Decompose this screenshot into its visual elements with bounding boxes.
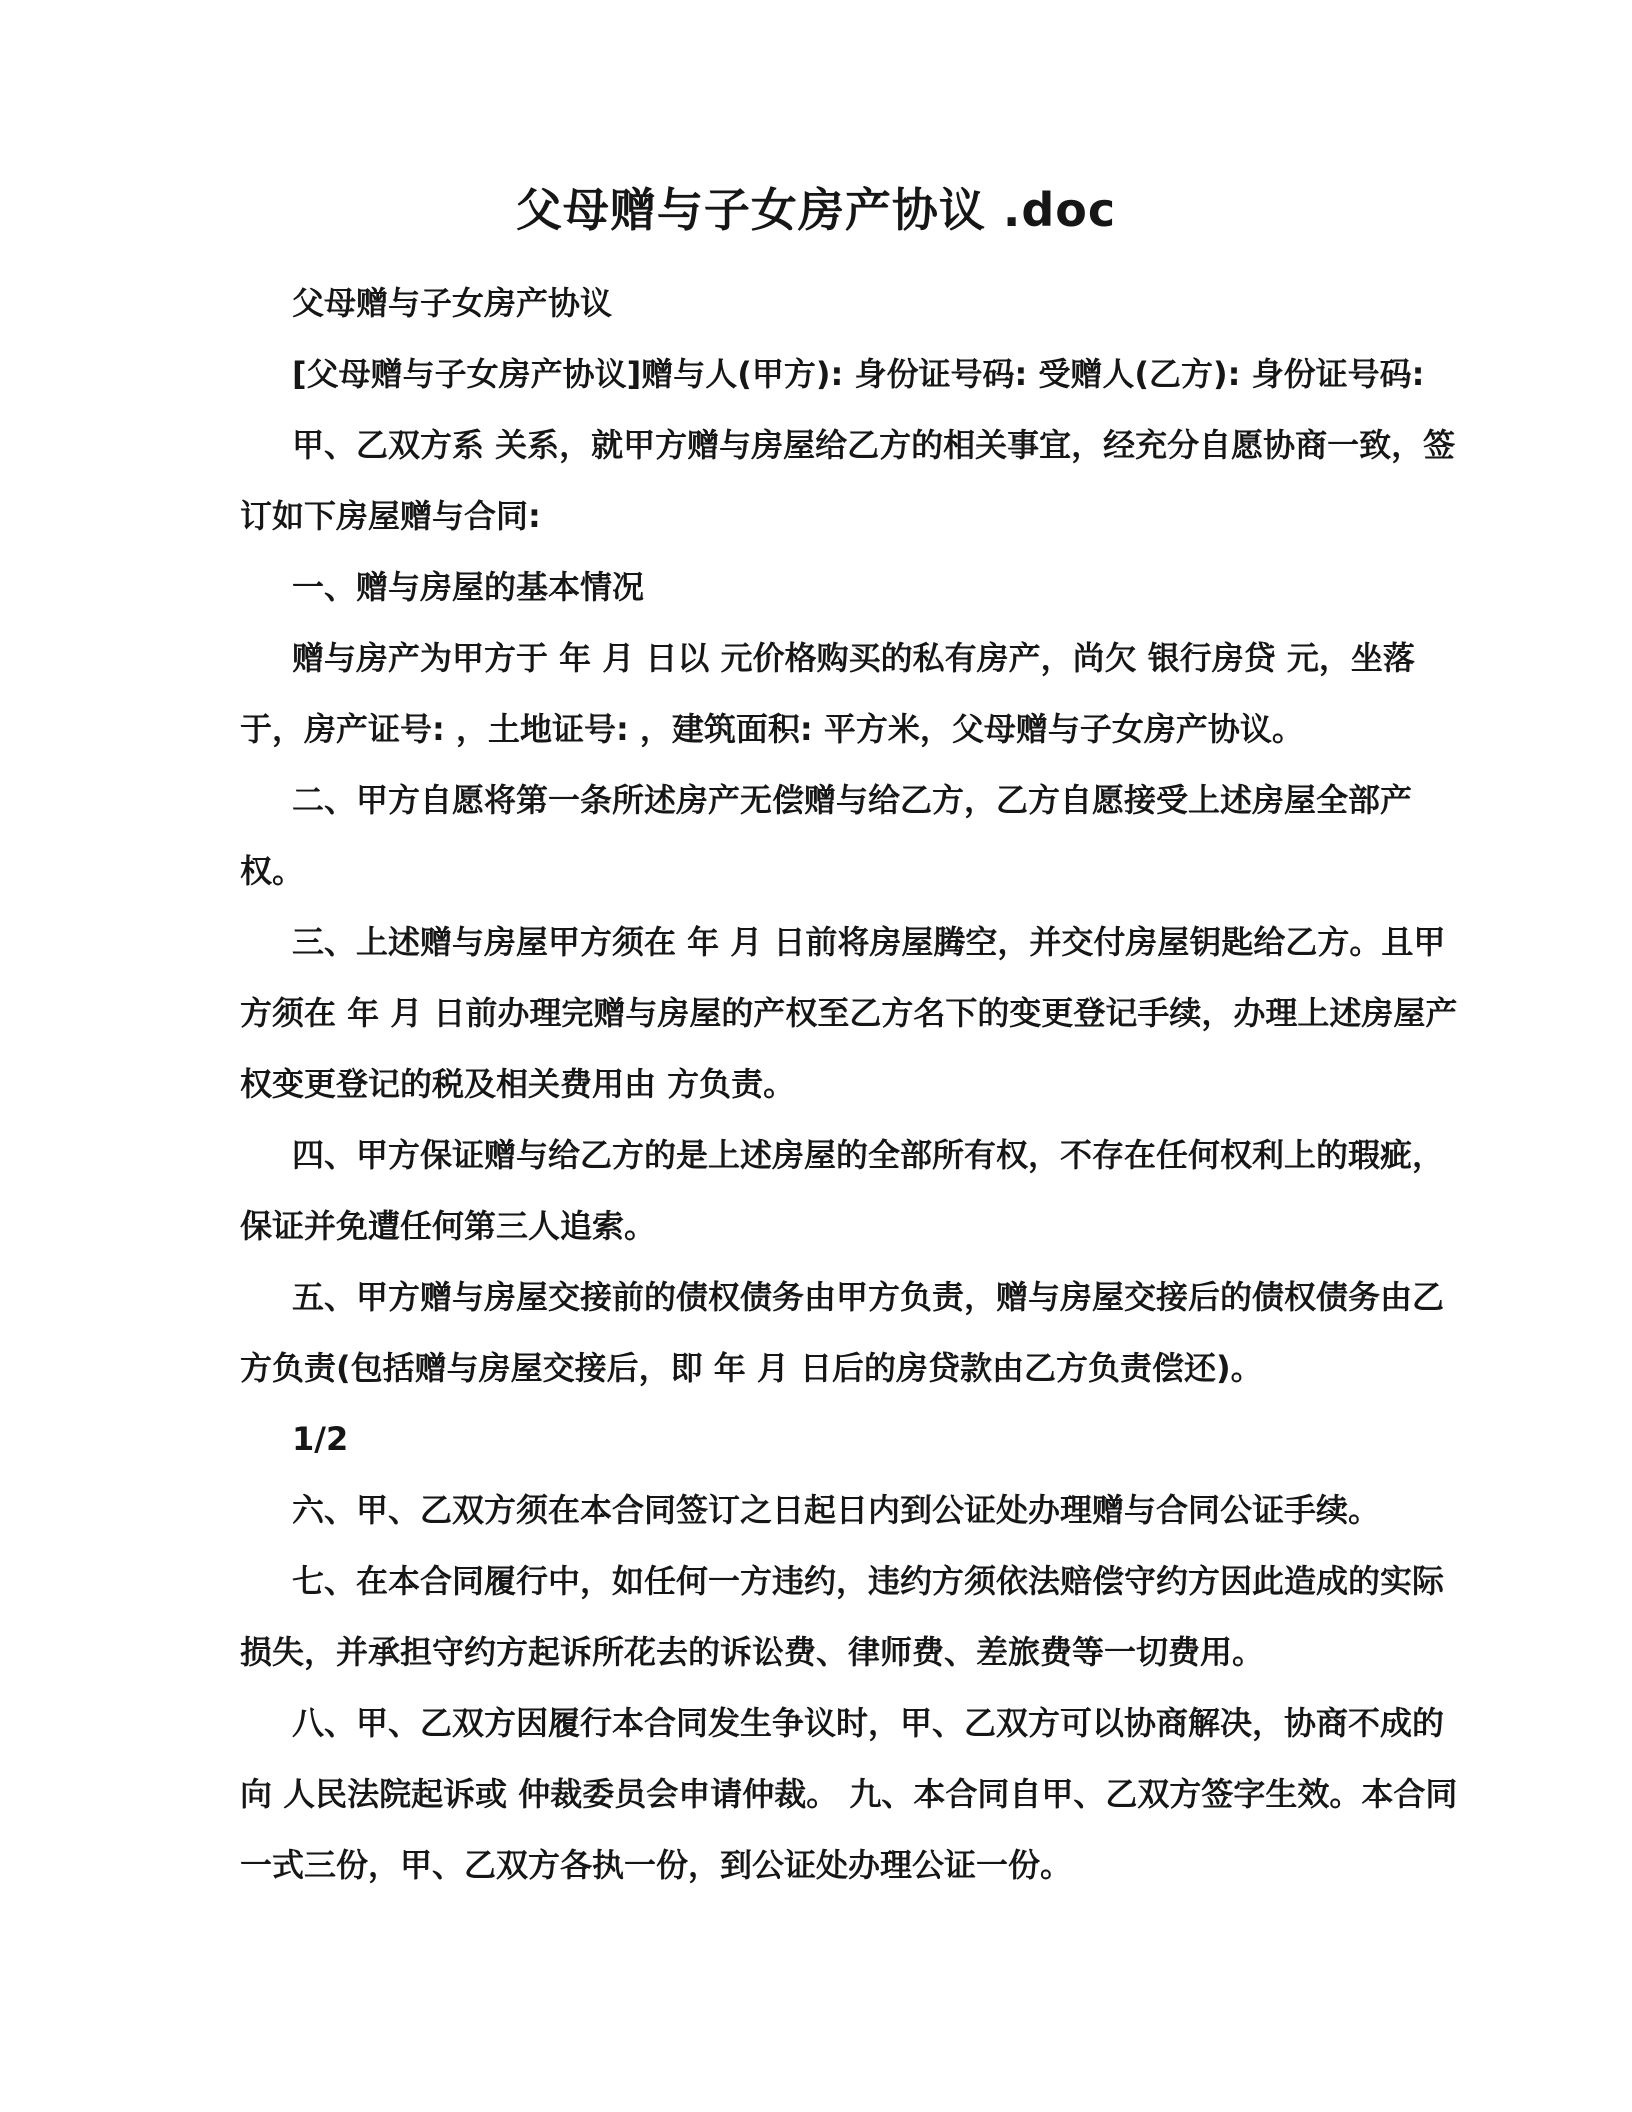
paragraph-subtitle: 父母赠与子女房产协议 xyxy=(292,284,613,322)
paragraph-clause-4: 四、甲方保证赠与给乙方的是上述房屋的全部所有权，不存在任何权利上的瑕疵，保证并免遭任何第三人追索。 xyxy=(240,1136,1445,1245)
paragraph-clause-8-9: 八、甲、乙双方因履行本合同发生争议时，甲、乙双方可以协商解决，协商不成的向 人民法院起诉或 仲裁委员会申请仲裁。 九、本合同自甲、乙双方签字生效。本合同一式三份，甲、乙双方各执一份，到公证处办理公证一份。 xyxy=(240,1704,1458,1884)
paragraph-clause-3: 三、上述赠与房屋甲方须在 年 月 日前将房屋腾空，并交付房屋钥匙给乙方。且甲方须在 年 月 日前办理完赠与房屋的产权至乙方名下的变更登记手续，办理上述房屋产权变更登记的税及相关费用由 方负责。 xyxy=(240,923,1458,1103)
document-body xyxy=(240,268,1460,1901)
paragraph-parties: [父母赠与子女房产协议]赠与人(甲方): 身份证号码: 受赠人(乙方): 身份证号码: xyxy=(292,355,1425,393)
paragraph-clause-1-heading: 一、赠与房屋的基本情况 xyxy=(292,568,645,606)
paragraph-clause-6: 六、甲、乙双方须在本合同签订之日起日内到公证处办理赠与合同公证手续。 xyxy=(292,1491,1381,1529)
paragraph-clause-7: 七、在本合同履行中，如任何一方违约，违约方须依法赔偿守约方因此造成的实际损失，并承担守约方起诉所花去的诉讼费、律师费、差旅费等一切费用。 xyxy=(240,1562,1445,1671)
paragraph-clause-2: 二、甲方自愿将第一条所述房产无偿赠与给乙方，乙方自愿接受上述房屋全部产权。 xyxy=(240,781,1413,890)
page-indicator: 1/2 xyxy=(292,1420,349,1458)
paragraph-clause-5: 五、甲方赠与房屋交接前的债权债务由甲方负责，赠与房屋交接后的债权债务由乙方负责(包括赠与房屋交接后，即 年 月 日后的房贷款由乙方负责偿还)。 xyxy=(240,1278,1445,1387)
document-title: 父母赠与子女房产协议 .doc xyxy=(515,183,1117,237)
paragraph-clause-1-body: 赠与房产为甲方于 年 月 日以 元价格购买的私有房产，尚欠 银行房贷 元，坐落于，房产证号: ，土地证号: ，建筑面积: 平方米，父母赠与子女房产协议。 xyxy=(240,639,1415,748)
paragraph-preamble: 甲、乙双方系 关系，就甲方赠与房屋给乙方的相关事宜，经充分自愿协商一致，签订如下房屋赠与合同: xyxy=(240,426,1456,535)
